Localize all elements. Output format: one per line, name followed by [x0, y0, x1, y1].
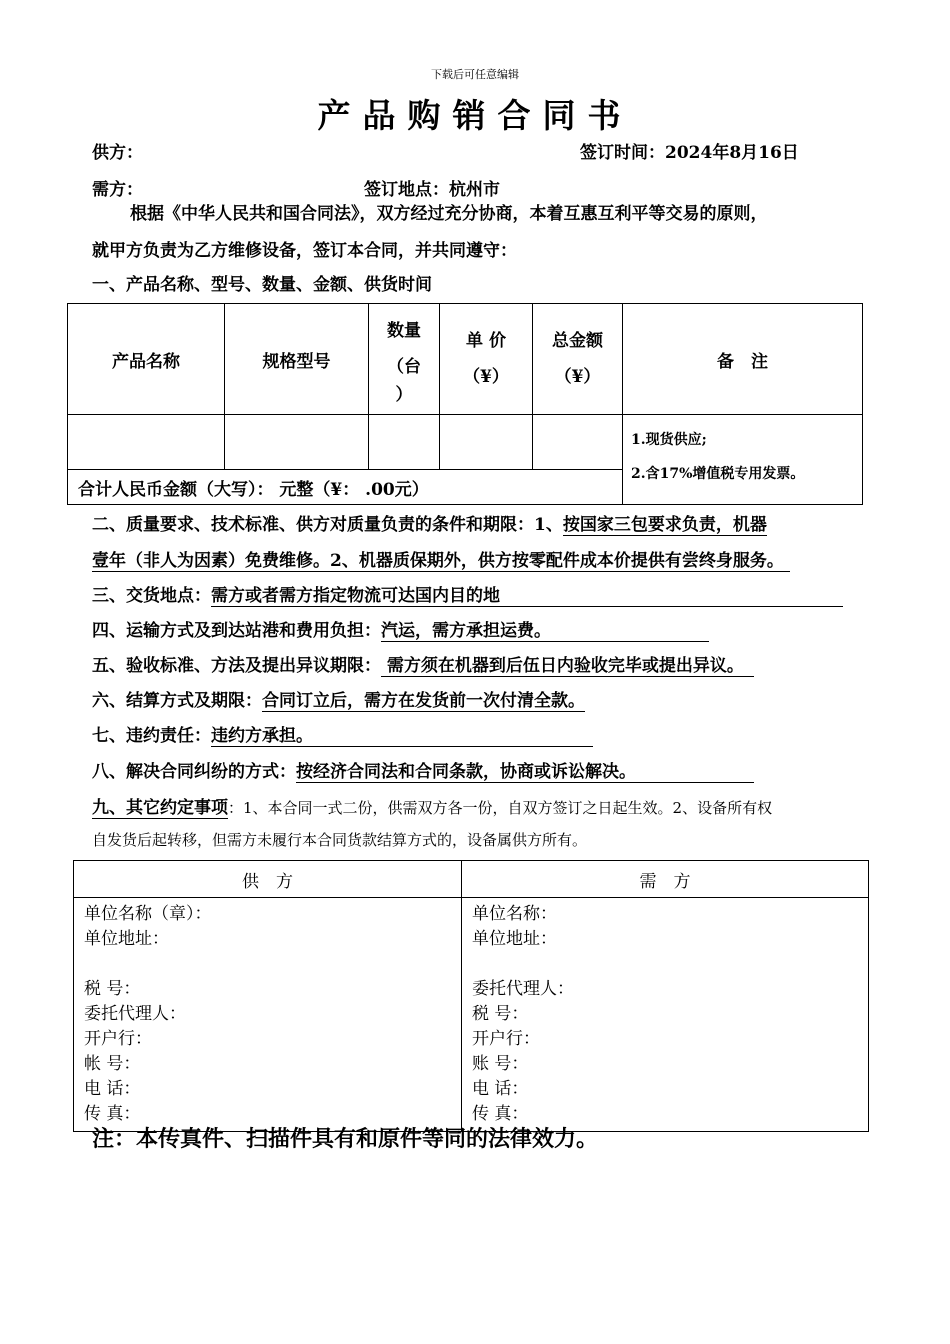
supplier-fields: 单位名称（章）： 单位地址： 税 号： 委托代理人： 开户行： 帐 号： 电 话： 传 真： — [74, 898, 462, 1132]
remark-line-2: 2.含17%增值税专用发票。 — [631, 466, 805, 482]
section6: 六、结算方式及期限：合同订立后，需方在发货前一次付清全款。 — [92, 691, 585, 711]
signature-table — [73, 860, 869, 1132]
top-note: 下载后可任意编辑 — [431, 68, 519, 81]
col-total-header: 总金额 （¥） — [533, 304, 623, 415]
section8: 八、解决合同纠纷的方式：按经济合同法和合同条款，协商或诉讼解决。 — [92, 757, 754, 783]
col-qty-header: 数量 （台 ） — [369, 304, 440, 415]
cell-model — [225, 415, 369, 470]
section9-line-2: 自发货后起转移，但需方未履行本合同货款结算方式的，设备属供方所有。 — [92, 831, 588, 849]
col-model-header: 规格型号 — [225, 304, 369, 415]
intro-line-1: 根据《中华人民共和国合同法》，双方经过充分协商，本着互惠互利平等交易的原则， — [130, 204, 768, 224]
cell-price — [440, 415, 533, 470]
section7: 七、违约责任：违约方承担。 — [92, 721, 593, 747]
remark-line-1: 1.现货供应; — [631, 432, 707, 448]
section2-line-2: 壹年（非人为因素）免费维修。2、机器质保期外，供方按零配件成本价提供有尝终身服务。 — [92, 546, 790, 571]
footer-note: 注：本传真件、扫描件具有和原件等同的法律效力。 — [92, 1126, 599, 1152]
cell-total — [533, 415, 623, 470]
cell-qty — [369, 415, 440, 470]
total-amount: 合计人民币金额（大写）： 元整（¥： .00元） — [68, 470, 623, 505]
col-price-header: 单 价 （¥） — [440, 304, 533, 415]
sign-time: 签订时间：2024年8月16日 — [580, 143, 799, 163]
section2-line-1: 二、质量要求、技术标准、供方对质量负责的条件和期限：1、按国家三包要求负责，机器 — [92, 515, 767, 535]
col-name-header: 产品名称 — [68, 304, 225, 415]
section5: 五、验收标准、方法及提出异议期限： 需方须在机器到后伍日内验收完毕或提出异议。 — [92, 651, 754, 676]
section9-line-1: 九、其它约定事项：1、本合同一式二份，供需双方各一份，自双方签订之日起生效。2、设备所有权 — [92, 798, 773, 818]
section3: 三、交货地点：需方或者需方指定物流可达国内目的地 — [92, 581, 843, 607]
col-remark-header: 备 注 — [623, 304, 863, 415]
supplier-label: 供方： — [92, 143, 143, 163]
buyer-head: 需 方 — [462, 861, 869, 898]
intro-line-2: 就甲方负责为乙方维修设备，签订本合同，并共同遵守： — [92, 241, 517, 261]
page-title: 产品购销合同书 — [317, 96, 633, 135]
sign-place: 签订地点：杭州市 — [364, 180, 500, 200]
section1-title: 一、产品名称、型号、数量、金额、供货时间 — [92, 275, 432, 295]
buyer-label: 需方： — [92, 180, 143, 200]
product-table — [67, 303, 863, 505]
cell-name — [68, 415, 225, 470]
buyer-fields: 单位名称： 单位地址： 委托代理人： 税 号： 开户行： 账 号： 电 话： 传 真： — [462, 898, 869, 1132]
section4: 四、运输方式及到达站港和费用负担：汽运，需方承担运费。 — [92, 616, 709, 642]
supplier-head: 供 方 — [74, 861, 462, 898]
remark-cell — [623, 415, 863, 505]
